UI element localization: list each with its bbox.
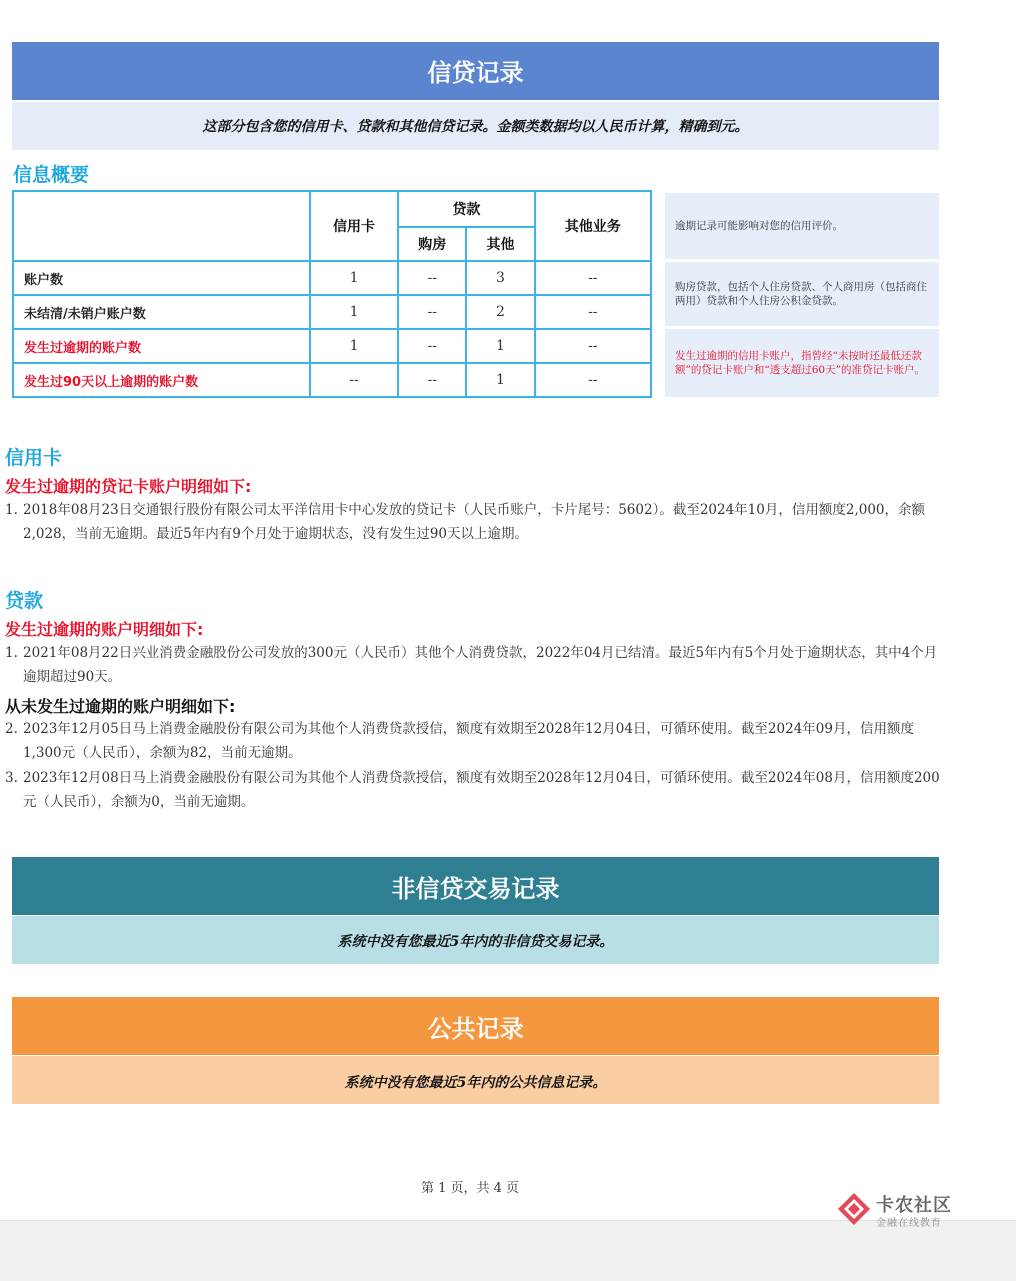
note-overdue-card: 发生过逾期的信用卡账户，指曾经“未按时还最低还款额”的贷记卡账户和“透支超过60天”的准贷记卡账户。 <box>665 329 939 397</box>
page-number: 第 1 页，共 4 页 <box>420 1181 520 1196</box>
list-item <box>5 717 945 765</box>
header-credit-card: 信用卡 <box>310 191 398 261</box>
cell-house: -- <box>398 329 466 363</box>
row-label: 账户数 <box>13 261 310 295</box>
cell-credit-card: 1 <box>310 261 398 295</box>
loan-title: 贷款 <box>5 590 44 612</box>
table-row <box>13 295 651 329</box>
public-records-description: 系统中没有您最近5年内的公共信息记录。 <box>12 1056 939 1104</box>
header-house: 购房 <box>398 227 466 261</box>
list-item <box>5 498 945 546</box>
row-label: 发生过逾期的账户数 <box>13 329 310 363</box>
credit-card-overdue-title: 发生过逾期的贷记卡账户明细如下: <box>5 477 252 496</box>
item-number: 2. <box>5 721 18 737</box>
table-row <box>13 363 651 397</box>
forum-logo <box>836 1191 966 1231</box>
table-row <box>13 261 651 295</box>
cell-credit-card: 1 <box>310 329 398 363</box>
cell-other-business: -- <box>535 329 651 363</box>
cell-other: 1 <box>466 329 534 363</box>
overview-table <box>12 190 652 398</box>
credit-records-description: 这部分包含您的信用卡、贷款和其他信贷记录。金额类数据均以人民币计算，精确到元。 <box>12 102 939 150</box>
table-corner <box>13 191 310 261</box>
cell-other: 3 <box>466 261 534 295</box>
cell-other-business: -- <box>535 295 651 329</box>
row-label: 发生过90天以上逾期的账户数 <box>13 363 310 397</box>
loan-normal-title: 从未发生过逾期的账户明细如下: <box>5 697 236 716</box>
cell-other-business: -- <box>535 261 651 295</box>
loan-overdue-title: 发生过逾期的账户明细如下: <box>5 620 204 639</box>
forum-logo-tagline: 金融在线教育 <box>876 1218 942 1229</box>
item-number: 1. <box>5 645 18 661</box>
list-item <box>5 766 945 814</box>
row-label: 未结清/未销户账户数 <box>13 295 310 329</box>
item-text: 2023年12月05日马上消费金融股份有限公司为其他个人消费贷款授信，额度有效期至2028年12月04日，可循环使用。截至2024年09月，信用额度1,300元（人民币），余额为82，当前无逾期。 <box>23 721 914 761</box>
overview-title: 信息概要 <box>13 164 90 186</box>
note-house-loan: 购房贷款，包括个人住房贷款、个人商用房（包括商住两用）贷款和个人住房公积金贷款。 <box>665 262 939 326</box>
credit-card-title: 信用卡 <box>5 447 63 469</box>
note-overdue-impact: 逾期记录可能影响对您的信用评价。 <box>665 193 939 259</box>
item-number: 3. <box>5 770 18 786</box>
item-number: 1. <box>5 502 18 518</box>
table-row <box>13 329 651 363</box>
non-credit-banner: 非信贷交易记录 <box>12 857 939 915</box>
list-item <box>5 641 945 689</box>
forum-logo-icon <box>836 1191 872 1227</box>
cell-other: 2 <box>466 295 534 329</box>
header-other: 其他 <box>466 227 534 261</box>
cell-other-business: -- <box>535 363 651 397</box>
header-other-business: 其他业务 <box>535 191 651 261</box>
item-text: 2023年12月08日马上消费金融股份有限公司为其他个人消费贷款授信，额度有效期至2028年12月04日，可循环使用。截至2024年08月，信用额度200元（人民币），余额为0，当前无逾期。 <box>23 770 940 810</box>
cell-credit-card: 1 <box>310 295 398 329</box>
header-loan: 贷款 <box>398 191 534 227</box>
cell-other: 1 <box>466 363 534 397</box>
item-text: 2018年08月23日交通银行股份有限公司太平洋信用卡中心发放的贷记卡（人民币账户，卡片尾号：5602）。截至2024年10月，信用额度2,000，余额2,028，当前无逾期。最近5年内有9个月处于逾期状态，没有发生过90天以上逾期。 <box>23 502 926 542</box>
non-credit-description: 系统中没有您最近5年内的非信贷交易记录。 <box>12 916 939 964</box>
cell-house: -- <box>398 363 466 397</box>
credit-records-banner: 信贷记录 <box>12 42 939 100</box>
forum-logo-name: 卡农社区 <box>876 1195 952 1216</box>
item-text: 2021年08月22日兴业消费金融股份公司发放的300元（人民币）其他个人消费贷款，2022年04月已结清。最近5年内有5个月处于逾期状态，其中4个月逾期超过90天。 <box>23 645 938 685</box>
cell-house: -- <box>398 261 466 295</box>
cell-house: -- <box>398 295 466 329</box>
cell-credit-card: -- <box>310 363 398 397</box>
public-records-banner: 公共记录 <box>12 997 939 1055</box>
